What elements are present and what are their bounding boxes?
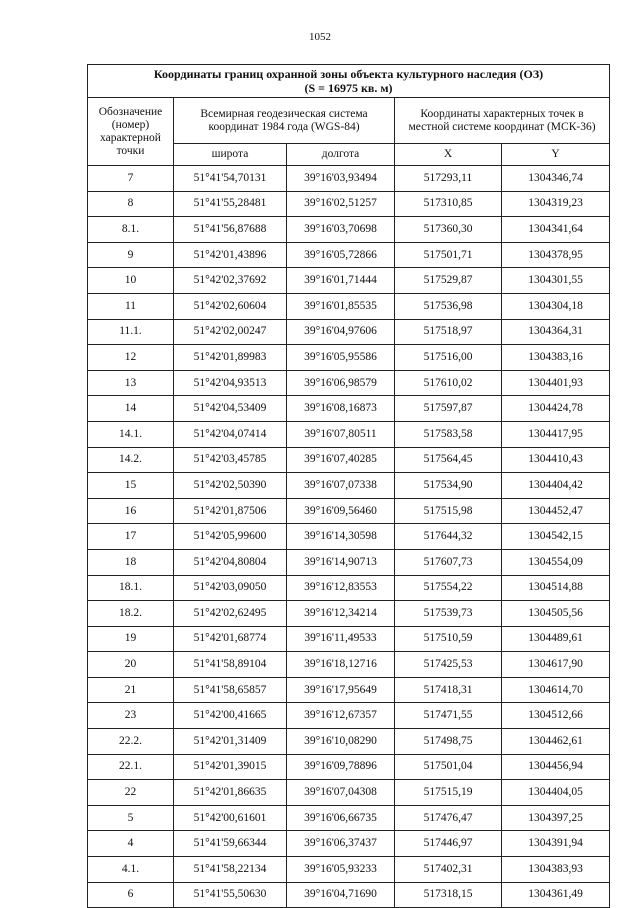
longitude-cell: 39°16'14,90713 bbox=[287, 549, 395, 575]
longitude-cell: 39°16'09,78896 bbox=[287, 754, 395, 780]
y-cell: 1304462,61 bbox=[502, 729, 610, 755]
longitude-cell: 39°16'07,40285 bbox=[287, 447, 395, 473]
y-cell: 1304554,09 bbox=[502, 549, 610, 575]
longitude-cell: 39°16'02,51257 bbox=[287, 191, 395, 217]
latitude-cell: 51°42'01,31409 bbox=[174, 729, 287, 755]
y-cell: 1304304,18 bbox=[502, 293, 610, 319]
y-cell: 1304404,42 bbox=[502, 473, 610, 499]
point-number-cell: 14 bbox=[88, 396, 174, 422]
latitude-cell: 51°42'00,61601 bbox=[174, 805, 287, 831]
point-number-cell: 19 bbox=[88, 626, 174, 652]
x-cell: 517476,47 bbox=[395, 805, 502, 831]
table-row bbox=[88, 319, 610, 345]
table-row bbox=[88, 421, 610, 447]
y-cell: 1304301,55 bbox=[502, 268, 610, 294]
longitude-cell: 39°16'06,98579 bbox=[287, 370, 395, 396]
y-cell: 1304424,78 bbox=[502, 396, 610, 422]
x-cell: 517501,04 bbox=[395, 754, 502, 780]
longitude-cell: 39°16'04,97606 bbox=[287, 319, 395, 345]
x-cell: 517471,55 bbox=[395, 703, 502, 729]
header-msk36: Координаты характерных точек в местной системе координат (МСК-36) bbox=[395, 98, 610, 144]
x-cell: 517446,97 bbox=[395, 831, 502, 857]
longitude-cell: 39°16'17,95649 bbox=[287, 677, 395, 703]
header-point-line: (номер) bbox=[111, 118, 150, 131]
x-cell: 517318,15 bbox=[395, 882, 502, 908]
table-row bbox=[88, 652, 610, 678]
latitude-cell: 51°42'02,50390 bbox=[174, 473, 287, 499]
header-y: Y bbox=[502, 144, 610, 166]
latitude-cell: 51°42'04,93513 bbox=[174, 370, 287, 396]
x-cell: 517583,58 bbox=[395, 421, 502, 447]
table-row bbox=[88, 754, 610, 780]
point-number-cell: 5 bbox=[88, 805, 174, 831]
y-cell: 1304452,47 bbox=[502, 498, 610, 524]
latitude-cell: 51°41'59,66344 bbox=[174, 831, 287, 857]
latitude-cell: 51°41'56,87688 bbox=[174, 217, 287, 243]
table-row bbox=[88, 524, 610, 550]
point-number-cell: 18 bbox=[88, 549, 174, 575]
longitude-cell: 39°16'07,07338 bbox=[287, 473, 395, 499]
table-row bbox=[88, 857, 610, 883]
longitude-cell: 39°16'05,93233 bbox=[287, 857, 395, 883]
longitude-cell: 39°16'05,95586 bbox=[287, 345, 395, 371]
y-cell: 1304512,66 bbox=[502, 703, 610, 729]
table-row bbox=[88, 242, 610, 268]
table-row bbox=[88, 473, 610, 499]
y-cell: 1304319,23 bbox=[502, 191, 610, 217]
table-row bbox=[88, 268, 610, 294]
x-cell: 517418,31 bbox=[395, 677, 502, 703]
y-cell: 1304617,90 bbox=[502, 652, 610, 678]
latitude-cell: 51°41'58,89104 bbox=[174, 652, 287, 678]
x-cell: 517425,53 bbox=[395, 652, 502, 678]
table-row bbox=[88, 677, 610, 703]
longitude-cell: 39°16'04,71690 bbox=[287, 882, 395, 908]
y-cell: 1304404,05 bbox=[502, 780, 610, 806]
latitude-cell: 51°42'01,68774 bbox=[174, 626, 287, 652]
latitude-cell: 51°42'04,53409 bbox=[174, 396, 287, 422]
table-body bbox=[88, 166, 610, 908]
point-number-cell: 7 bbox=[88, 166, 174, 192]
point-number-cell: 21 bbox=[88, 677, 174, 703]
table-title bbox=[88, 65, 610, 98]
coordinates-table bbox=[87, 64, 610, 908]
y-cell: 1304361,49 bbox=[502, 882, 610, 908]
y-cell: 1304410,43 bbox=[502, 447, 610, 473]
y-cell: 1304346,74 bbox=[502, 166, 610, 192]
table-title-line-2: (S = 16975 кв. м) bbox=[304, 81, 393, 95]
y-cell: 1304341,64 bbox=[502, 217, 610, 243]
x-cell: 517293,11 bbox=[395, 166, 502, 192]
header-point-designation bbox=[88, 98, 174, 166]
table-title-line-1: Координаты границ охранной зоны объекта культурного наследия (ОЗ) bbox=[153, 67, 544, 81]
point-number-cell: 10 bbox=[88, 268, 174, 294]
latitude-cell: 51°42'01,89983 bbox=[174, 345, 287, 371]
latitude-cell: 51°42'02,62495 bbox=[174, 601, 287, 627]
table-row bbox=[88, 293, 610, 319]
table-row bbox=[88, 575, 610, 601]
longitude-cell: 39°16'01,85535 bbox=[287, 293, 395, 319]
x-cell: 517536,98 bbox=[395, 293, 502, 319]
point-number-cell: 12 bbox=[88, 345, 174, 371]
point-number-cell: 23 bbox=[88, 703, 174, 729]
longitude-cell: 39°16'03,93494 bbox=[287, 166, 395, 192]
y-cell: 1304417,95 bbox=[502, 421, 610, 447]
point-number-cell: 4 bbox=[88, 831, 174, 857]
x-cell: 517597,87 bbox=[395, 396, 502, 422]
y-cell: 1304397,25 bbox=[502, 805, 610, 831]
longitude-cell: 39°16'05,72866 bbox=[287, 242, 395, 268]
latitude-cell: 51°42'00,41665 bbox=[174, 703, 287, 729]
latitude-cell: 51°42'05,99600 bbox=[174, 524, 287, 550]
header-point-line: характерной bbox=[100, 131, 161, 144]
longitude-cell: 39°16'03,70698 bbox=[287, 217, 395, 243]
header-wgs84: Всемирная геодезическая система координат 1984 года (WGS-84) bbox=[174, 98, 395, 144]
point-number-cell: 20 bbox=[88, 652, 174, 678]
x-cell: 517539,73 bbox=[395, 601, 502, 627]
latitude-cell: 51°42'01,87506 bbox=[174, 498, 287, 524]
latitude-cell: 51°42'02,00247 bbox=[174, 319, 287, 345]
x-cell: 517402,31 bbox=[395, 857, 502, 883]
latitude-cell: 51°42'04,07414 bbox=[174, 421, 287, 447]
latitude-cell: 51°41'54,70131 bbox=[174, 166, 287, 192]
point-number-cell: 11 bbox=[88, 293, 174, 319]
latitude-cell: 51°42'01,86635 bbox=[174, 780, 287, 806]
y-cell: 1304378,95 bbox=[502, 242, 610, 268]
y-cell: 1304364,31 bbox=[502, 319, 610, 345]
x-cell: 517610,02 bbox=[395, 370, 502, 396]
latitude-cell: 51°42'01,43896 bbox=[174, 242, 287, 268]
latitude-cell: 51°42'01,39015 bbox=[174, 754, 287, 780]
longitude-cell: 39°16'01,71444 bbox=[287, 268, 395, 294]
y-cell: 1304505,56 bbox=[502, 601, 610, 627]
point-number-cell: 4.1. bbox=[88, 857, 174, 883]
longitude-cell: 39°16'09,56460 bbox=[287, 498, 395, 524]
point-number-cell: 17 bbox=[88, 524, 174, 550]
longitude-cell: 39°16'12,67357 bbox=[287, 703, 395, 729]
y-cell: 1304514,88 bbox=[502, 575, 610, 601]
table-row bbox=[88, 498, 610, 524]
y-cell: 1304383,93 bbox=[502, 857, 610, 883]
point-number-cell: 22 bbox=[88, 780, 174, 806]
header-x: X bbox=[395, 144, 502, 166]
point-number-cell: 14.2. bbox=[88, 447, 174, 473]
table-row bbox=[88, 703, 610, 729]
longitude-cell: 39°16'07,04308 bbox=[287, 780, 395, 806]
longitude-cell: 39°16'12,34214 bbox=[287, 601, 395, 627]
table-row bbox=[88, 166, 610, 192]
table-row bbox=[88, 217, 610, 243]
latitude-cell: 51°41'55,50630 bbox=[174, 882, 287, 908]
x-cell: 517360,30 bbox=[395, 217, 502, 243]
x-cell: 517518,97 bbox=[395, 319, 502, 345]
point-number-cell: 6 bbox=[88, 882, 174, 908]
latitude-cell: 51°42'03,09050 bbox=[174, 575, 287, 601]
x-cell: 517501,71 bbox=[395, 242, 502, 268]
latitude-cell: 51°41'58,22134 bbox=[174, 857, 287, 883]
longitude-cell: 39°16'18,12716 bbox=[287, 652, 395, 678]
x-cell: 517554,22 bbox=[395, 575, 502, 601]
table-row bbox=[88, 191, 610, 217]
point-number-cell: 8 bbox=[88, 191, 174, 217]
x-cell: 517644,32 bbox=[395, 524, 502, 550]
table-row bbox=[88, 882, 610, 908]
latitude-cell: 51°41'58,65857 bbox=[174, 677, 287, 703]
x-cell: 517510,59 bbox=[395, 626, 502, 652]
point-number-cell: 18.2. bbox=[88, 601, 174, 627]
latitude-cell: 51°42'02,60604 bbox=[174, 293, 287, 319]
point-number-cell: 14.1. bbox=[88, 421, 174, 447]
x-cell: 517564,45 bbox=[395, 447, 502, 473]
point-number-cell: 11.1. bbox=[88, 319, 174, 345]
point-number-cell: 16 bbox=[88, 498, 174, 524]
table-row bbox=[88, 626, 610, 652]
x-cell: 517607,73 bbox=[395, 549, 502, 575]
y-cell: 1304489,61 bbox=[502, 626, 610, 652]
longitude-cell: 39°16'12,83553 bbox=[287, 575, 395, 601]
point-number-cell: 8.1. bbox=[88, 217, 174, 243]
table-row bbox=[88, 831, 610, 857]
x-cell: 517534,90 bbox=[395, 473, 502, 499]
latitude-cell: 51°42'02,37692 bbox=[174, 268, 287, 294]
latitude-cell: 51°41'55,28481 bbox=[174, 191, 287, 217]
longitude-cell: 39°16'14,30598 bbox=[287, 524, 395, 550]
longitude-cell: 39°16'10,08290 bbox=[287, 729, 395, 755]
x-cell: 517515,98 bbox=[395, 498, 502, 524]
header-point-line: Обозначение bbox=[98, 105, 163, 118]
longitude-cell: 39°16'06,66735 bbox=[287, 805, 395, 831]
y-cell: 1304456,94 bbox=[502, 754, 610, 780]
table-row bbox=[88, 396, 610, 422]
y-cell: 1304614,70 bbox=[502, 677, 610, 703]
table-row bbox=[88, 780, 610, 806]
point-number-cell: 22.1. bbox=[88, 754, 174, 780]
table-row bbox=[88, 345, 610, 371]
x-cell: 517516,00 bbox=[395, 345, 502, 371]
table-row bbox=[88, 729, 610, 755]
page-number: 1052 bbox=[309, 31, 331, 43]
x-cell: 517310,85 bbox=[395, 191, 502, 217]
point-number-cell: 15 bbox=[88, 473, 174, 499]
y-cell: 1304542,15 bbox=[502, 524, 610, 550]
point-number-cell: 22.2. bbox=[88, 729, 174, 755]
latitude-cell: 51°42'03,45785 bbox=[174, 447, 287, 473]
table-row bbox=[88, 447, 610, 473]
point-number-cell: 9 bbox=[88, 242, 174, 268]
longitude-cell: 39°16'08,16873 bbox=[287, 396, 395, 422]
header-point-line: точки bbox=[116, 144, 145, 157]
header-latitude: широта bbox=[174, 144, 287, 166]
table-row bbox=[88, 370, 610, 396]
longitude-cell: 39°16'07,80511 bbox=[287, 421, 395, 447]
x-cell: 517515,19 bbox=[395, 780, 502, 806]
x-cell: 517498,75 bbox=[395, 729, 502, 755]
table-row bbox=[88, 805, 610, 831]
table-row bbox=[88, 601, 610, 627]
y-cell: 1304391,94 bbox=[502, 831, 610, 857]
y-cell: 1304401,93 bbox=[502, 370, 610, 396]
longitude-cell: 39°16'11,49533 bbox=[287, 626, 395, 652]
point-number-cell: 13 bbox=[88, 370, 174, 396]
header-longitude: долгота bbox=[287, 144, 395, 166]
table-row bbox=[88, 549, 610, 575]
x-cell: 517529,87 bbox=[395, 268, 502, 294]
latitude-cell: 51°42'04,80804 bbox=[174, 549, 287, 575]
longitude-cell: 39°16'06,37437 bbox=[287, 831, 395, 857]
y-cell: 1304383,16 bbox=[502, 345, 610, 371]
point-number-cell: 18.1. bbox=[88, 575, 174, 601]
